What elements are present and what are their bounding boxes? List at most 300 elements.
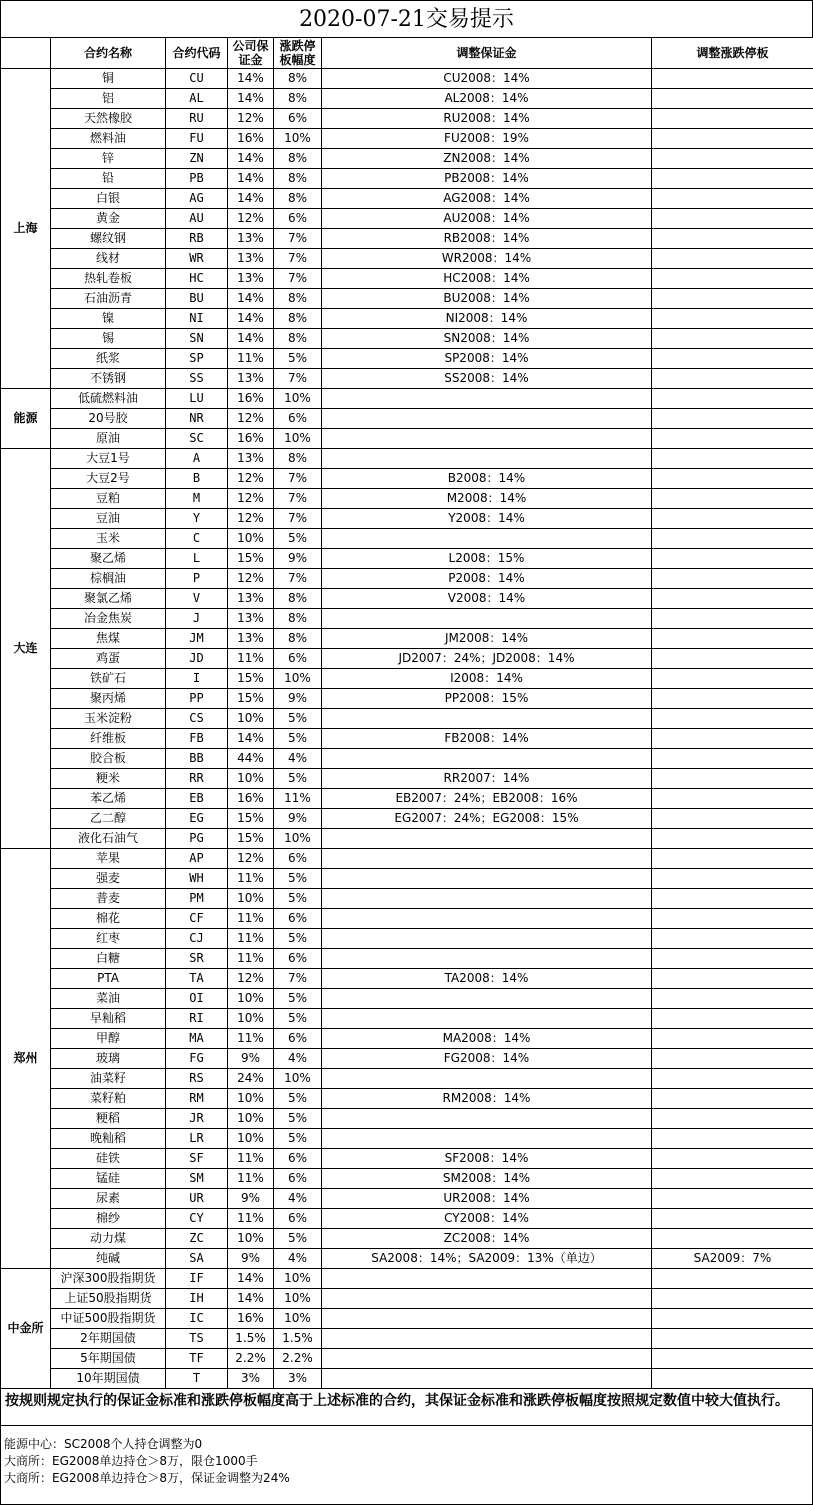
- adjusted-limit: [652, 1169, 813, 1189]
- price-limit: 5%: [274, 729, 322, 749]
- price-limit: 6%: [274, 949, 322, 969]
- contract-code: T: [166, 1369, 228, 1389]
- header-exchange: [1, 38, 51, 69]
- table-row: [1, 749, 813, 769]
- adjusted-margin: SM2008：14%: [322, 1169, 652, 1189]
- price-limit: 7%: [274, 489, 322, 509]
- adjusted-margin: [322, 1129, 652, 1149]
- price-limit: 7%: [274, 569, 322, 589]
- adjusted-margin: [322, 849, 652, 869]
- company-margin: 14%: [228, 309, 274, 329]
- adjusted-margin: CY2008：14%: [322, 1209, 652, 1229]
- price-limit: 5%: [274, 1129, 322, 1149]
- table-row: [1, 1069, 813, 1089]
- adjusted-margin: P2008：14%: [322, 569, 652, 589]
- footer-rule-note: 按规则规定执行的保证金标准和涨跌停板幅度高于上述标准的合约，其保证金标准和涨跌停板幅度按照规定数值中较大值执行。: [0, 1389, 813, 1426]
- adjusted-margin: AL2008：14%: [322, 89, 652, 109]
- adjusted-limit: [652, 169, 813, 189]
- table-row: [1, 529, 813, 549]
- contract-code: SN: [166, 329, 228, 349]
- table-row: [1, 1129, 813, 1149]
- company-margin: 13%: [228, 449, 274, 469]
- adjusted-limit: [652, 1049, 813, 1069]
- contract-code: FU: [166, 129, 228, 149]
- company-margin: 12%: [228, 109, 274, 129]
- table-row: [1, 1209, 813, 1229]
- company-margin: 12%: [228, 509, 274, 529]
- contract-name: 白银: [51, 189, 166, 209]
- company-margin: 14%: [228, 189, 274, 209]
- price-limit: 10%: [274, 669, 322, 689]
- company-margin: 9%: [228, 1189, 274, 1209]
- adjusted-margin: [322, 989, 652, 1009]
- table-row: [1, 589, 813, 609]
- contract-name: PTA: [51, 969, 166, 989]
- contract-name: 黄金: [51, 209, 166, 229]
- contract-name: 原油: [51, 429, 166, 449]
- note-line: 大商所：EG2008单边持仓＞8万，保证金调整为24%: [4, 1470, 809, 1487]
- table-row: [1, 629, 813, 649]
- price-limit: 10%: [274, 429, 322, 449]
- adjusted-limit: [652, 389, 813, 409]
- table-row: [1, 109, 813, 129]
- table-row: [1, 229, 813, 249]
- contract-code: RU: [166, 109, 228, 129]
- header-company-margin: 公司保证金: [228, 38, 274, 69]
- company-margin: 11%: [228, 1149, 274, 1169]
- adjusted-limit: [652, 129, 813, 149]
- adjusted-margin: ZN2008：14%: [322, 149, 652, 169]
- table-row: [1, 309, 813, 329]
- adjusted-limit: [652, 529, 813, 549]
- contract-code: FB: [166, 729, 228, 749]
- table-row: [1, 1269, 813, 1289]
- table-row: [1, 969, 813, 989]
- table-row: [1, 409, 813, 429]
- company-margin: 9%: [228, 1049, 274, 1069]
- adjusted-margin: AG2008：14%: [322, 189, 652, 209]
- table-row: [1, 609, 813, 629]
- adjusted-margin: RB2008：14%: [322, 229, 652, 249]
- contract-name: 纯碱: [51, 1249, 166, 1269]
- company-margin: 16%: [228, 789, 274, 809]
- adjusted-limit: [652, 789, 813, 809]
- contract-name: 液化石油气: [51, 829, 166, 849]
- adjusted-margin: ZC2008：14%: [322, 1229, 652, 1249]
- contract-code: SC: [166, 429, 228, 449]
- price-limit: 10%: [274, 389, 322, 409]
- contract-code: ZN: [166, 149, 228, 169]
- price-limit: 5%: [274, 349, 322, 369]
- header-contract-code: 合约代码: [166, 38, 228, 69]
- company-margin: 12%: [228, 849, 274, 869]
- company-margin: 16%: [228, 389, 274, 409]
- contract-name: 玉米: [51, 529, 166, 549]
- adjusted-limit: [652, 829, 813, 849]
- table-row: [1, 1329, 813, 1349]
- contract-name: 上证50股指期货: [51, 1289, 166, 1309]
- company-margin: 10%: [228, 1009, 274, 1029]
- contract-code: SA: [166, 1249, 228, 1269]
- company-margin: 10%: [228, 1109, 274, 1129]
- adjusted-limit: [652, 1269, 813, 1289]
- price-limit: 8%: [274, 449, 322, 469]
- company-margin: 13%: [228, 229, 274, 249]
- price-limit: 6%: [274, 1209, 322, 1229]
- adjusted-limit: [652, 989, 813, 1009]
- contract-name: 苯乙烯: [51, 789, 166, 809]
- table-row: [1, 549, 813, 569]
- adjusted-margin: [322, 889, 652, 909]
- company-margin: 14%: [228, 729, 274, 749]
- contract-name: 纸浆: [51, 349, 166, 369]
- table-row: [1, 889, 813, 909]
- contract-code: IH: [166, 1289, 228, 1309]
- adjusted-margin: EG2007：24%；EG2008：15%: [322, 809, 652, 829]
- price-limit: 7%: [274, 969, 322, 989]
- price-limit: 8%: [274, 289, 322, 309]
- table-row: [1, 69, 813, 89]
- company-margin: 14%: [228, 1269, 274, 1289]
- table-row: [1, 1009, 813, 1029]
- adjusted-limit: [652, 689, 813, 709]
- price-limit: 10%: [274, 1289, 322, 1309]
- contract-name: 动力煤: [51, 1229, 166, 1249]
- price-limit: 5%: [274, 709, 322, 729]
- company-margin: 10%: [228, 709, 274, 729]
- adjusted-margin: [322, 1349, 652, 1369]
- contract-code: I: [166, 669, 228, 689]
- price-limit: 10%: [274, 1309, 322, 1329]
- adjusted-margin: [322, 389, 652, 409]
- price-limit: 6%: [274, 109, 322, 129]
- company-margin: 12%: [228, 489, 274, 509]
- price-limit: 8%: [274, 69, 322, 89]
- adjusted-margin: CU2008：14%: [322, 69, 652, 89]
- table-row: [1, 989, 813, 1009]
- adjusted-margin: I2008：14%: [322, 669, 652, 689]
- adjusted-margin: [322, 869, 652, 889]
- adjusted-limit: [652, 1309, 813, 1329]
- adjusted-limit: [652, 729, 813, 749]
- price-limit: 5%: [274, 889, 322, 909]
- contract-code: WH: [166, 869, 228, 889]
- contract-name: 沪深300股指期货: [51, 1269, 166, 1289]
- contract-code: LU: [166, 389, 228, 409]
- table-row: [1, 329, 813, 349]
- contract-name: 锰硅: [51, 1169, 166, 1189]
- contract-code: AP: [166, 849, 228, 869]
- company-margin: 13%: [228, 249, 274, 269]
- price-limit: 8%: [274, 169, 322, 189]
- contract-code: RS: [166, 1069, 228, 1089]
- company-margin: 10%: [228, 529, 274, 549]
- adjusted-limit: [652, 229, 813, 249]
- table-row: [1, 509, 813, 529]
- contract-name: 豆油: [51, 509, 166, 529]
- table-row: [1, 149, 813, 169]
- adjusted-limit: [652, 349, 813, 369]
- company-margin: 9%: [228, 1249, 274, 1269]
- contract-name: 铝: [51, 89, 166, 109]
- adjusted-margin: [322, 429, 652, 449]
- price-limit: 10%: [274, 1069, 322, 1089]
- price-limit: 9%: [274, 549, 322, 569]
- price-limit: 7%: [274, 509, 322, 529]
- contract-name: 天然橡胶: [51, 109, 166, 129]
- contract-name: 菜油: [51, 989, 166, 1009]
- table-row: [1, 269, 813, 289]
- adjusted-limit: [652, 629, 813, 649]
- contract-code: EB: [166, 789, 228, 809]
- company-margin: 14%: [228, 89, 274, 109]
- company-margin: 11%: [228, 929, 274, 949]
- contract-code: V: [166, 589, 228, 609]
- company-margin: 12%: [228, 469, 274, 489]
- contract-name: 油菜籽: [51, 1069, 166, 1089]
- exchange-name: 郑州: [1, 849, 51, 1269]
- company-margin: 11%: [228, 1029, 274, 1049]
- price-limit: 10%: [274, 129, 322, 149]
- company-margin: 3%: [228, 1369, 274, 1389]
- contract-name: 棕榈油: [51, 569, 166, 589]
- price-limit: 11%: [274, 789, 322, 809]
- adjusted-limit: [652, 89, 813, 109]
- contract-name: 棉花: [51, 909, 166, 929]
- adjusted-limit: [652, 909, 813, 929]
- header-adjusted-margin: 调整保证金: [322, 38, 652, 69]
- contract-name: 2年期国债: [51, 1329, 166, 1349]
- adjusted-margin: RU2008：14%: [322, 109, 652, 129]
- adjusted-limit: [652, 469, 813, 489]
- contract-name: 燃料油: [51, 129, 166, 149]
- adjusted-limit: [652, 1289, 813, 1309]
- contract-code: TA: [166, 969, 228, 989]
- price-limit: 8%: [274, 189, 322, 209]
- price-limit: 5%: [274, 529, 322, 549]
- contract-code: CY: [166, 1209, 228, 1229]
- table-row: [1, 449, 813, 469]
- adjusted-margin: V2008：14%: [322, 589, 652, 609]
- company-margin: 14%: [228, 149, 274, 169]
- contract-code: TS: [166, 1329, 228, 1349]
- adjusted-margin: [322, 929, 652, 949]
- contract-name: 铅: [51, 169, 166, 189]
- company-margin: 15%: [228, 669, 274, 689]
- company-margin: 14%: [228, 69, 274, 89]
- adjusted-margin: PB2008：14%: [322, 169, 652, 189]
- adjusted-margin: [322, 609, 652, 629]
- contract-code: SF: [166, 1149, 228, 1169]
- adjusted-margin: RR2007：14%: [322, 769, 652, 789]
- price-limit: 7%: [274, 229, 322, 249]
- adjusted-margin: [322, 1009, 652, 1029]
- price-limit: 2.2%: [274, 1349, 322, 1369]
- contract-name: 镍: [51, 309, 166, 329]
- header-adjusted-limit: 调整涨跌停板: [652, 38, 813, 69]
- contract-code: CF: [166, 909, 228, 929]
- price-limit: 8%: [274, 149, 322, 169]
- company-margin: 10%: [228, 1089, 274, 1109]
- contract-code: SS: [166, 369, 228, 389]
- contract-code: WR: [166, 249, 228, 269]
- contract-name: 锌: [51, 149, 166, 169]
- adjusted-limit: [652, 809, 813, 829]
- contract-code: BU: [166, 289, 228, 309]
- adjusted-margin: [322, 1269, 652, 1289]
- company-margin: 11%: [228, 1169, 274, 1189]
- exchange-name: 大连: [1, 449, 51, 849]
- contract-code: IF: [166, 1269, 228, 1289]
- contract-code: RM: [166, 1089, 228, 1109]
- adjusted-margin: [322, 409, 652, 429]
- adjusted-margin: [322, 909, 652, 929]
- adjusted-limit: [652, 1229, 813, 1249]
- company-margin: 44%: [228, 749, 274, 769]
- company-margin: 16%: [228, 1309, 274, 1329]
- contract-name: 胶合板: [51, 749, 166, 769]
- price-limit: 8%: [274, 309, 322, 329]
- price-limit: 6%: [274, 909, 322, 929]
- adjusted-margin: WR2008：14%: [322, 249, 652, 269]
- adjusted-limit: [652, 1009, 813, 1029]
- exchange-name: 中金所: [1, 1269, 51, 1389]
- company-margin: 11%: [228, 649, 274, 669]
- table-row: [1, 669, 813, 689]
- adjusted-margin: B2008：14%: [322, 469, 652, 489]
- contract-code: TF: [166, 1349, 228, 1369]
- price-limit: 4%: [274, 1049, 322, 1069]
- adjusted-limit: [652, 369, 813, 389]
- contract-code: HC: [166, 269, 228, 289]
- adjusted-limit: [652, 1129, 813, 1149]
- contract-code: PM: [166, 889, 228, 909]
- adjusted-margin: [322, 949, 652, 969]
- adjusted-limit: [652, 429, 813, 449]
- company-margin: 15%: [228, 549, 274, 569]
- adjusted-margin: [322, 749, 652, 769]
- contract-code: CU: [166, 69, 228, 89]
- adjusted-margin: [322, 1109, 652, 1129]
- adjusted-margin: FU2008：19%: [322, 129, 652, 149]
- table-row: [1, 769, 813, 789]
- adjusted-margin: BU2008：14%: [322, 289, 652, 309]
- contract-name: 苹果: [51, 849, 166, 869]
- table-row: [1, 1289, 813, 1309]
- price-limit: 5%: [274, 1089, 322, 1109]
- contract-code: NR: [166, 409, 228, 429]
- adjusted-margin: PP2008：15%: [322, 689, 652, 709]
- table-row: [1, 729, 813, 749]
- table-row: [1, 689, 813, 709]
- price-limit: 7%: [274, 369, 322, 389]
- contract-name: 铁矿石: [51, 669, 166, 689]
- table-row: [1, 949, 813, 969]
- contract-code: SP: [166, 349, 228, 369]
- table-row: [1, 469, 813, 489]
- table-row: [1, 1229, 813, 1249]
- company-margin: 12%: [228, 209, 274, 229]
- adjusted-limit: [652, 1069, 813, 1089]
- exchange-name: 能源: [1, 389, 51, 449]
- contract-code: AG: [166, 189, 228, 209]
- company-margin: 14%: [228, 289, 274, 309]
- adjusted-limit: [652, 1089, 813, 1109]
- contract-code: JM: [166, 629, 228, 649]
- contract-code: LR: [166, 1129, 228, 1149]
- contract-code: PP: [166, 689, 228, 709]
- contract-name: 焦煤: [51, 629, 166, 649]
- price-limit: 5%: [274, 989, 322, 1009]
- adjusted-margin: FG2008：14%: [322, 1049, 652, 1069]
- price-limit: 6%: [274, 409, 322, 429]
- price-limit: 7%: [274, 269, 322, 289]
- adjusted-limit: [652, 849, 813, 869]
- contract-name: 5年期国债: [51, 1349, 166, 1369]
- table-row: [1, 1369, 813, 1389]
- table-row: [1, 369, 813, 389]
- adjusted-limit: [652, 889, 813, 909]
- adjusted-margin: FB2008：14%: [322, 729, 652, 749]
- table-row: [1, 169, 813, 189]
- adjusted-margin: Y2008：14%: [322, 509, 652, 529]
- adjusted-margin: [322, 1289, 652, 1309]
- contract-name: 大豆2号: [51, 469, 166, 489]
- contract-name: 低硫燃料油: [51, 389, 166, 409]
- adjusted-limit: [652, 1109, 813, 1129]
- contract-code: IC: [166, 1309, 228, 1329]
- adjusted-limit: [652, 309, 813, 329]
- price-limit: 6%: [274, 209, 322, 229]
- table-body: [1, 69, 813, 1389]
- adjusted-margin: SS2008：14%: [322, 369, 652, 389]
- adjusted-limit: SA2009：7%: [652, 1249, 813, 1269]
- contract-code: RI: [166, 1009, 228, 1029]
- adjusted-margin: JD2007：24%；JD2008：14%: [322, 649, 652, 669]
- table-header-row: [1, 38, 813, 69]
- contract-name: 红枣: [51, 929, 166, 949]
- adjusted-limit: [652, 709, 813, 729]
- adjusted-margin: EB2007：24%；EB2008：16%: [322, 789, 652, 809]
- table-row: [1, 429, 813, 449]
- note-line: 大商所：EG2008单边持仓＞8万，限仓1000手: [4, 1453, 809, 1470]
- contract-code: AL: [166, 89, 228, 109]
- contract-name: 热轧卷板: [51, 269, 166, 289]
- contract-name: 线材: [51, 249, 166, 269]
- price-limit: 7%: [274, 249, 322, 269]
- adjusted-margin: SF2008：14%: [322, 1149, 652, 1169]
- contract-code: UR: [166, 1189, 228, 1209]
- adjusted-limit: [652, 289, 813, 309]
- price-limit: 6%: [274, 649, 322, 669]
- table-row: [1, 489, 813, 509]
- contract-code: PB: [166, 169, 228, 189]
- contract-code: J: [166, 609, 228, 629]
- price-limit: 5%: [274, 929, 322, 949]
- company-margin: 10%: [228, 1229, 274, 1249]
- price-limit: 1.5%: [274, 1329, 322, 1349]
- contract-name: 玻璃: [51, 1049, 166, 1069]
- adjusted-margin: UR2008：14%: [322, 1189, 652, 1209]
- adjusted-limit: [652, 269, 813, 289]
- price-limit: 8%: [274, 629, 322, 649]
- contract-code: SM: [166, 1169, 228, 1189]
- adjusted-limit: [652, 549, 813, 569]
- company-margin: 14%: [228, 329, 274, 349]
- adjusted-limit: [652, 1329, 813, 1349]
- contract-name: 早籼稻: [51, 1009, 166, 1029]
- contract-table: [0, 37, 813, 1389]
